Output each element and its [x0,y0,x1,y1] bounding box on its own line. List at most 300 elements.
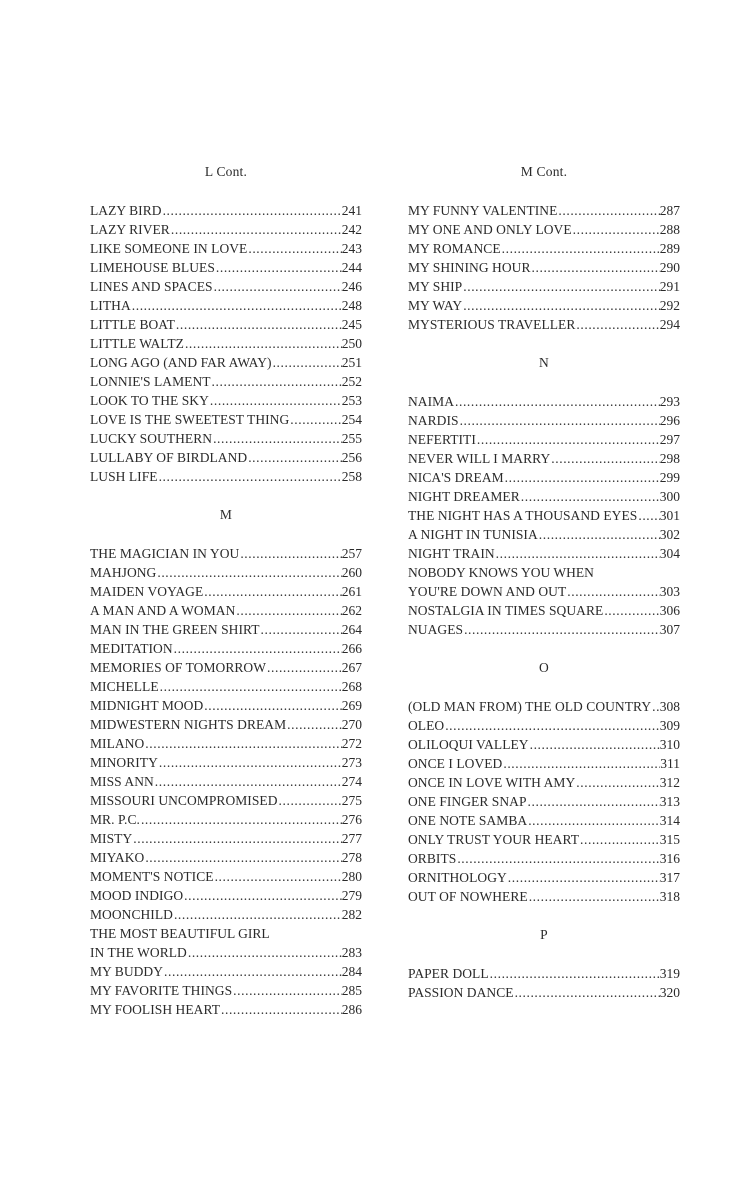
dot-leader [214,867,342,886]
dot-leader [215,258,342,277]
dot-leader [239,544,341,563]
index-section [408,658,680,906]
dot-leader [183,886,342,905]
index-entry [90,1000,362,1019]
entry-page-number: 246 [341,279,362,294]
dot-leader [175,315,342,334]
index-entry [408,735,680,754]
dot-leader [504,468,660,487]
dot-leader [220,1000,342,1019]
index-entry [90,886,362,905]
index-entry-list [408,201,680,334]
index-entry [408,392,680,411]
entry-page-number: 309 [659,718,680,733]
entry-page-number: 252 [341,374,362,389]
index-entry [90,220,362,239]
dot-leader [550,449,659,468]
entry-page-number: 315 [659,832,680,847]
entry-title: LOOK TO THE SKY [90,393,209,408]
entry-title: LUCKY SOUTHERN [90,431,213,446]
entry-title: MY WAY [408,298,463,313]
dot-leader [272,353,342,372]
entry-page-number: 274 [341,774,362,789]
entry-title: MINORITY [90,755,158,770]
entry-title: OUT OF NOWHERE [408,889,528,904]
dot-leader [187,943,342,962]
entry-page-number: 255 [341,431,362,446]
entry-title: MR. P.C. [90,812,140,827]
entry-title: LONG AGO (AND FAR AWAY) [90,355,272,370]
entry-title: OLILOQUI VALLEY [408,737,529,752]
index-entry [408,830,680,849]
section-heading: L Cont. [204,164,248,179]
entry-title: MY SHIP [408,279,463,294]
entry-title: NEVER WILL I MARRY [408,451,551,466]
entry-page-number: 287 [659,203,680,218]
entry-title: ONCE I LOVED [408,756,503,771]
dot-leader [572,220,660,239]
index-entry [408,430,680,449]
index-entry [90,848,362,867]
dot-leader [158,753,342,772]
entry-page-number: 250 [341,336,362,351]
entry-title: MISS ANN [90,774,154,789]
index-entry [90,620,362,639]
entry-title: PASSION DANCE [408,985,514,1000]
index-entry [408,239,680,258]
entry-title: PAPER DOLL [408,966,489,981]
entry-title: ONLY TRUST YOUR HEART [408,832,580,847]
index-section [408,925,680,1002]
index-entry [408,487,680,506]
entry-title: ORBITS [408,851,457,866]
entry-page-number: 269 [341,698,362,713]
entry-title: MY FUNNY VALENTINE [408,203,558,218]
index-entry [90,734,362,753]
dot-leader [289,410,341,429]
dot-leader [456,849,659,868]
entry-title: LONNIE'S LAMENT [90,374,211,389]
entry-title: ONE FINGER SNAP [408,794,527,809]
dot-leader [637,506,659,525]
entry-title: MISTY [90,831,133,846]
entry-page-number: 273 [341,755,362,770]
index-entry [90,544,362,563]
dot-leader [603,601,659,620]
dot-leader [575,315,659,334]
entry-page-number: 276 [341,812,362,827]
entry-page-number: 316 [659,851,680,866]
entry-page-number: 270 [341,717,362,732]
entry-title: THE MAGICIAN IN YOU [90,546,240,561]
entry-title: OLEO [408,718,445,733]
index-entry [408,754,680,773]
dot-leader [566,582,660,601]
entry-title: A MAN AND A WOMAN [90,603,236,618]
entry-page-number: 256 [341,450,362,465]
entry-page-number: 262 [341,603,362,618]
dot-leader [278,791,342,810]
index-entry [90,639,362,658]
entry-title: LITHA [90,298,131,313]
dot-leader [203,582,341,601]
entry-title: LINES AND SPACES [90,279,213,294]
index-entry [408,868,680,887]
index-section [408,162,680,334]
index-entry [408,620,680,639]
dot-leader [260,620,342,639]
index-entry [90,429,362,448]
dot-leader [286,715,342,734]
entry-title: NEFERTITI [408,432,476,447]
dot-leader [489,964,660,983]
entry-page-number: 303 [659,584,680,599]
dot-leader [476,430,660,449]
dot-leader [266,658,342,677]
entry-title: NIGHT TRAIN [408,546,495,561]
entry-page-number: 280 [341,869,362,884]
index-entry [408,258,680,277]
entry-page-number: 275 [341,793,362,808]
entry-title: LULLABY OF BIRDLAND [90,450,248,465]
entry-title: MILANO [90,736,145,751]
dot-leader [232,981,342,1000]
dot-leader [454,392,660,411]
dot-leader [235,601,341,620]
entry-title: MY FAVORITE THINGS [90,983,233,998]
entry-title: NOBODY KNOWS YOU WHEN [408,565,594,580]
entry-page-number: 268 [341,679,362,694]
section-heading: N [539,355,549,370]
dot-leader [557,201,659,220]
entry-page-number: 251 [341,355,362,370]
index-entry [90,296,362,315]
entry-page-number: 272 [341,736,362,751]
entry-page-number: 267 [341,660,362,675]
index-entry [408,315,680,334]
entry-page-number: 261 [341,584,362,599]
dot-leader [651,697,660,716]
dot-leader [144,848,341,867]
index-entry-list [90,544,362,1019]
entry-page-number: 293 [659,394,680,409]
section-heading: P [540,927,548,942]
entry-page-number: 285 [341,983,362,998]
entry-page-number: 288 [659,222,680,237]
entry-title: MIDNIGHT MOOD [90,698,204,713]
entry-title: NUAGES [408,622,464,637]
dot-leader [529,735,660,754]
entry-title: MEMORIES OF TOMORROW [90,660,267,675]
entry-page-number: 299 [659,470,680,485]
entry-title: MAN IN THE GREEN SHIRT [90,622,260,637]
dot-leader [538,525,660,544]
index-entry [408,277,680,296]
entry-page-number: 292 [659,298,680,313]
entry-title: NIGHT DREAMER [408,489,520,504]
entry-title: MY SHINING HOUR [408,260,531,275]
index-entry [408,449,680,468]
index-entry [90,677,362,696]
dot-leader [502,754,660,773]
entry-page-number: 253 [341,393,362,408]
entry-title: LAZY RIVER [90,222,170,237]
dot-leader [163,962,342,981]
index-entry [408,411,680,430]
index-section [90,162,362,486]
entry-title: ONE NOTE SAMBA [408,813,528,828]
entry-page-number: 283 [341,945,362,960]
entry-title: MICHELLE [90,679,159,694]
index-entry [90,277,362,296]
dot-leader [462,296,660,315]
entry-title: ONCE IN LOVE WITH AMY [408,775,576,790]
index-entry [408,296,680,315]
dot-leader [527,792,660,811]
dot-leader [247,239,341,258]
entry-page-number: 302 [659,527,680,542]
entry-page-number: 282 [341,907,362,922]
entry-page-number: 313 [659,794,680,809]
index-entry-list [408,964,680,1002]
dot-leader [144,734,341,753]
dot-leader [531,258,660,277]
entry-title: MYSTERIOUS TRAVELLER [408,317,576,332]
index-entry [408,201,680,220]
index-entry [90,981,362,1000]
entry-title: (OLD MAN FROM) THE OLD COUNTRY [408,699,652,714]
entry-page-number: 310 [659,737,680,752]
dot-leader [514,983,660,1002]
index-entry [90,448,362,467]
dot-leader [203,696,341,715]
dot-leader [579,830,660,849]
entry-page-number: 241 [341,203,362,218]
entry-page-number: 314 [659,813,680,828]
entry-page-number: 319 [659,966,680,981]
index-entry [90,239,362,258]
entry-title: THE NIGHT HAS A THOUSAND EYES [408,508,638,523]
index-entry [408,964,680,983]
dot-leader [213,277,342,296]
index-entry [408,468,680,487]
entry-title: LUSH LIFE [90,469,158,484]
index-entry [408,792,680,811]
entry-page-number: 242 [341,222,362,237]
entry-title-continuation: IN THE WORLD [90,945,187,960]
entry-title: LIMEHOUSE BLUES [90,260,215,275]
section-heading: M Cont. [520,164,568,179]
dot-leader [156,563,341,582]
entry-page-number: 307 [659,622,680,637]
entry-title-continuation-row [90,943,362,962]
entry-title: NOSTALGIA IN TIMES SQUARE [408,603,604,618]
entry-title: MAIDEN VOYAGE [90,584,204,599]
entry-page-number: 300 [659,489,680,504]
index-column-right [408,162,680,1002]
entry-page-number: 257 [341,546,362,561]
index-entry [90,696,362,715]
dot-leader [520,487,660,506]
entry-title: THE MOST BEAUTIFUL GIRL [90,926,270,941]
dot-leader [501,239,660,258]
entry-page-number: 245 [341,317,362,332]
entry-page-number: 317 [659,870,680,885]
index-entry [90,753,362,772]
index-entry [90,715,362,734]
dot-leader [247,448,342,467]
index-entry [90,201,362,220]
dot-leader [527,811,660,830]
entry-page-number: 278 [341,850,362,865]
index-entry [408,887,680,906]
entry-page-number: 291 [659,279,680,294]
index-entry [90,582,362,601]
index-section [90,505,362,1019]
entry-title: MY ONE AND ONLY LOVE [408,222,572,237]
entry-title: MY ROMANCE [408,241,501,256]
entry-page-number: 296 [659,413,680,428]
entry-title: ORNITHOLOGY [408,870,507,885]
index-entry [90,924,362,962]
index-entry [408,506,680,525]
entry-page-number: 286 [341,1002,362,1017]
entry-title: MIDWESTERN NIGHTS DREAM [90,717,287,732]
entry-page-number: 297 [659,432,680,447]
entry-title: NICA'S DREAM [408,470,504,485]
index-entry [90,772,362,791]
dot-leader [154,772,342,791]
entry-page-number: 266 [341,641,362,656]
index-entry [90,410,362,429]
entry-title: LOVE IS THE SWEETEST THING [90,412,290,427]
index-entry [90,867,362,886]
entry-page-number: 258 [341,469,362,484]
entry-page-number: 244 [341,260,362,275]
entry-page-number: 320 [659,985,680,1000]
dot-leader [162,201,342,220]
entry-title: LAZY BIRD [90,203,162,218]
entry-page-number: 308 [659,699,680,714]
dot-leader [131,296,342,315]
section-heading: O [539,660,549,675]
entry-title: MOOD INDIGO [90,888,184,903]
index-entry [90,601,362,620]
entry-page-number: 294 [659,317,680,332]
entry-title: NARDIS [408,413,459,428]
entry-title: MY BUDDY [90,964,164,979]
entry-page-number: 290 [659,260,680,275]
entry-page-number: 260 [341,565,362,580]
entry-page-number: 312 [659,775,680,790]
dot-leader [170,220,342,239]
index-entry [90,829,362,848]
index-entry [408,811,680,830]
index-entry [90,372,362,391]
entry-page-number: 279 [341,888,362,903]
index-entry [408,773,680,792]
index-entry [90,353,362,372]
dot-leader [575,773,659,792]
entry-page-number: 248 [341,298,362,313]
entry-page-number: 318 [659,889,680,904]
index-entry [90,905,362,924]
entry-page-number: 264 [341,622,362,637]
dot-leader [462,277,660,296]
entry-title: MIYAKO [90,850,145,865]
index-entry [408,220,680,239]
dot-leader [463,620,660,639]
entry-title-continuation-row [408,582,680,601]
dot-leader [140,810,342,829]
section-heading: M [219,507,233,522]
entry-title: LIKE SOMEONE IN LOVE [90,241,248,256]
entry-title: LITTLE WALTZ [90,336,184,351]
index-entry-list [90,201,362,486]
index-entry [90,258,362,277]
dot-leader [444,716,660,735]
entry-title: MEDITATION [90,641,173,656]
entry-title: MISSOURI UNCOMPROMISED [90,793,278,808]
index-entry-list [408,697,680,906]
dot-leader [212,429,342,448]
index-entry [90,791,362,810]
entry-page-number: 311 [660,756,680,771]
entry-title: MY FOOLISH HEART [90,1002,220,1017]
dot-leader [211,372,342,391]
dot-leader [507,868,660,887]
dot-leader [495,544,660,563]
index-column-left [90,162,362,1019]
entry-page-number: 298 [659,451,680,466]
dot-leader [528,887,660,906]
entry-page-number: 289 [659,241,680,256]
dot-leader [173,639,342,658]
entry-page-number: 254 [341,412,362,427]
entry-page-number: 306 [659,603,680,618]
dot-leader [159,677,342,696]
index-entry [408,716,680,735]
entry-page-number: 301 [659,508,680,523]
index-entry-list [408,392,680,639]
index-entry [90,334,362,353]
index-entry [408,563,680,601]
index-entry [408,544,680,563]
entry-title: MOMENT'S NOTICE [90,869,214,884]
dot-leader [184,334,342,353]
dot-leader [209,391,342,410]
dot-leader [132,829,341,848]
entry-page-number: 243 [341,241,362,256]
entry-title: NAIMA [408,394,454,409]
index-entry [408,601,680,620]
index-section [408,353,680,639]
index-entry [408,849,680,868]
index-entry [90,391,362,410]
dot-leader [173,905,342,924]
entry-title: A NIGHT IN TUNISIA [408,527,538,542]
dot-leader [459,411,660,430]
entry-page-number: 277 [341,831,362,846]
entry-title-continuation: YOU'RE DOWN AND OUT [408,584,567,599]
index-entry [90,315,362,334]
entry-title: MOONCHILD [90,907,173,922]
index-entry [90,962,362,981]
index-entry [90,467,362,486]
index-entry [408,525,680,544]
entry-page-number: 304 [659,546,680,561]
dot-leader [158,467,342,486]
